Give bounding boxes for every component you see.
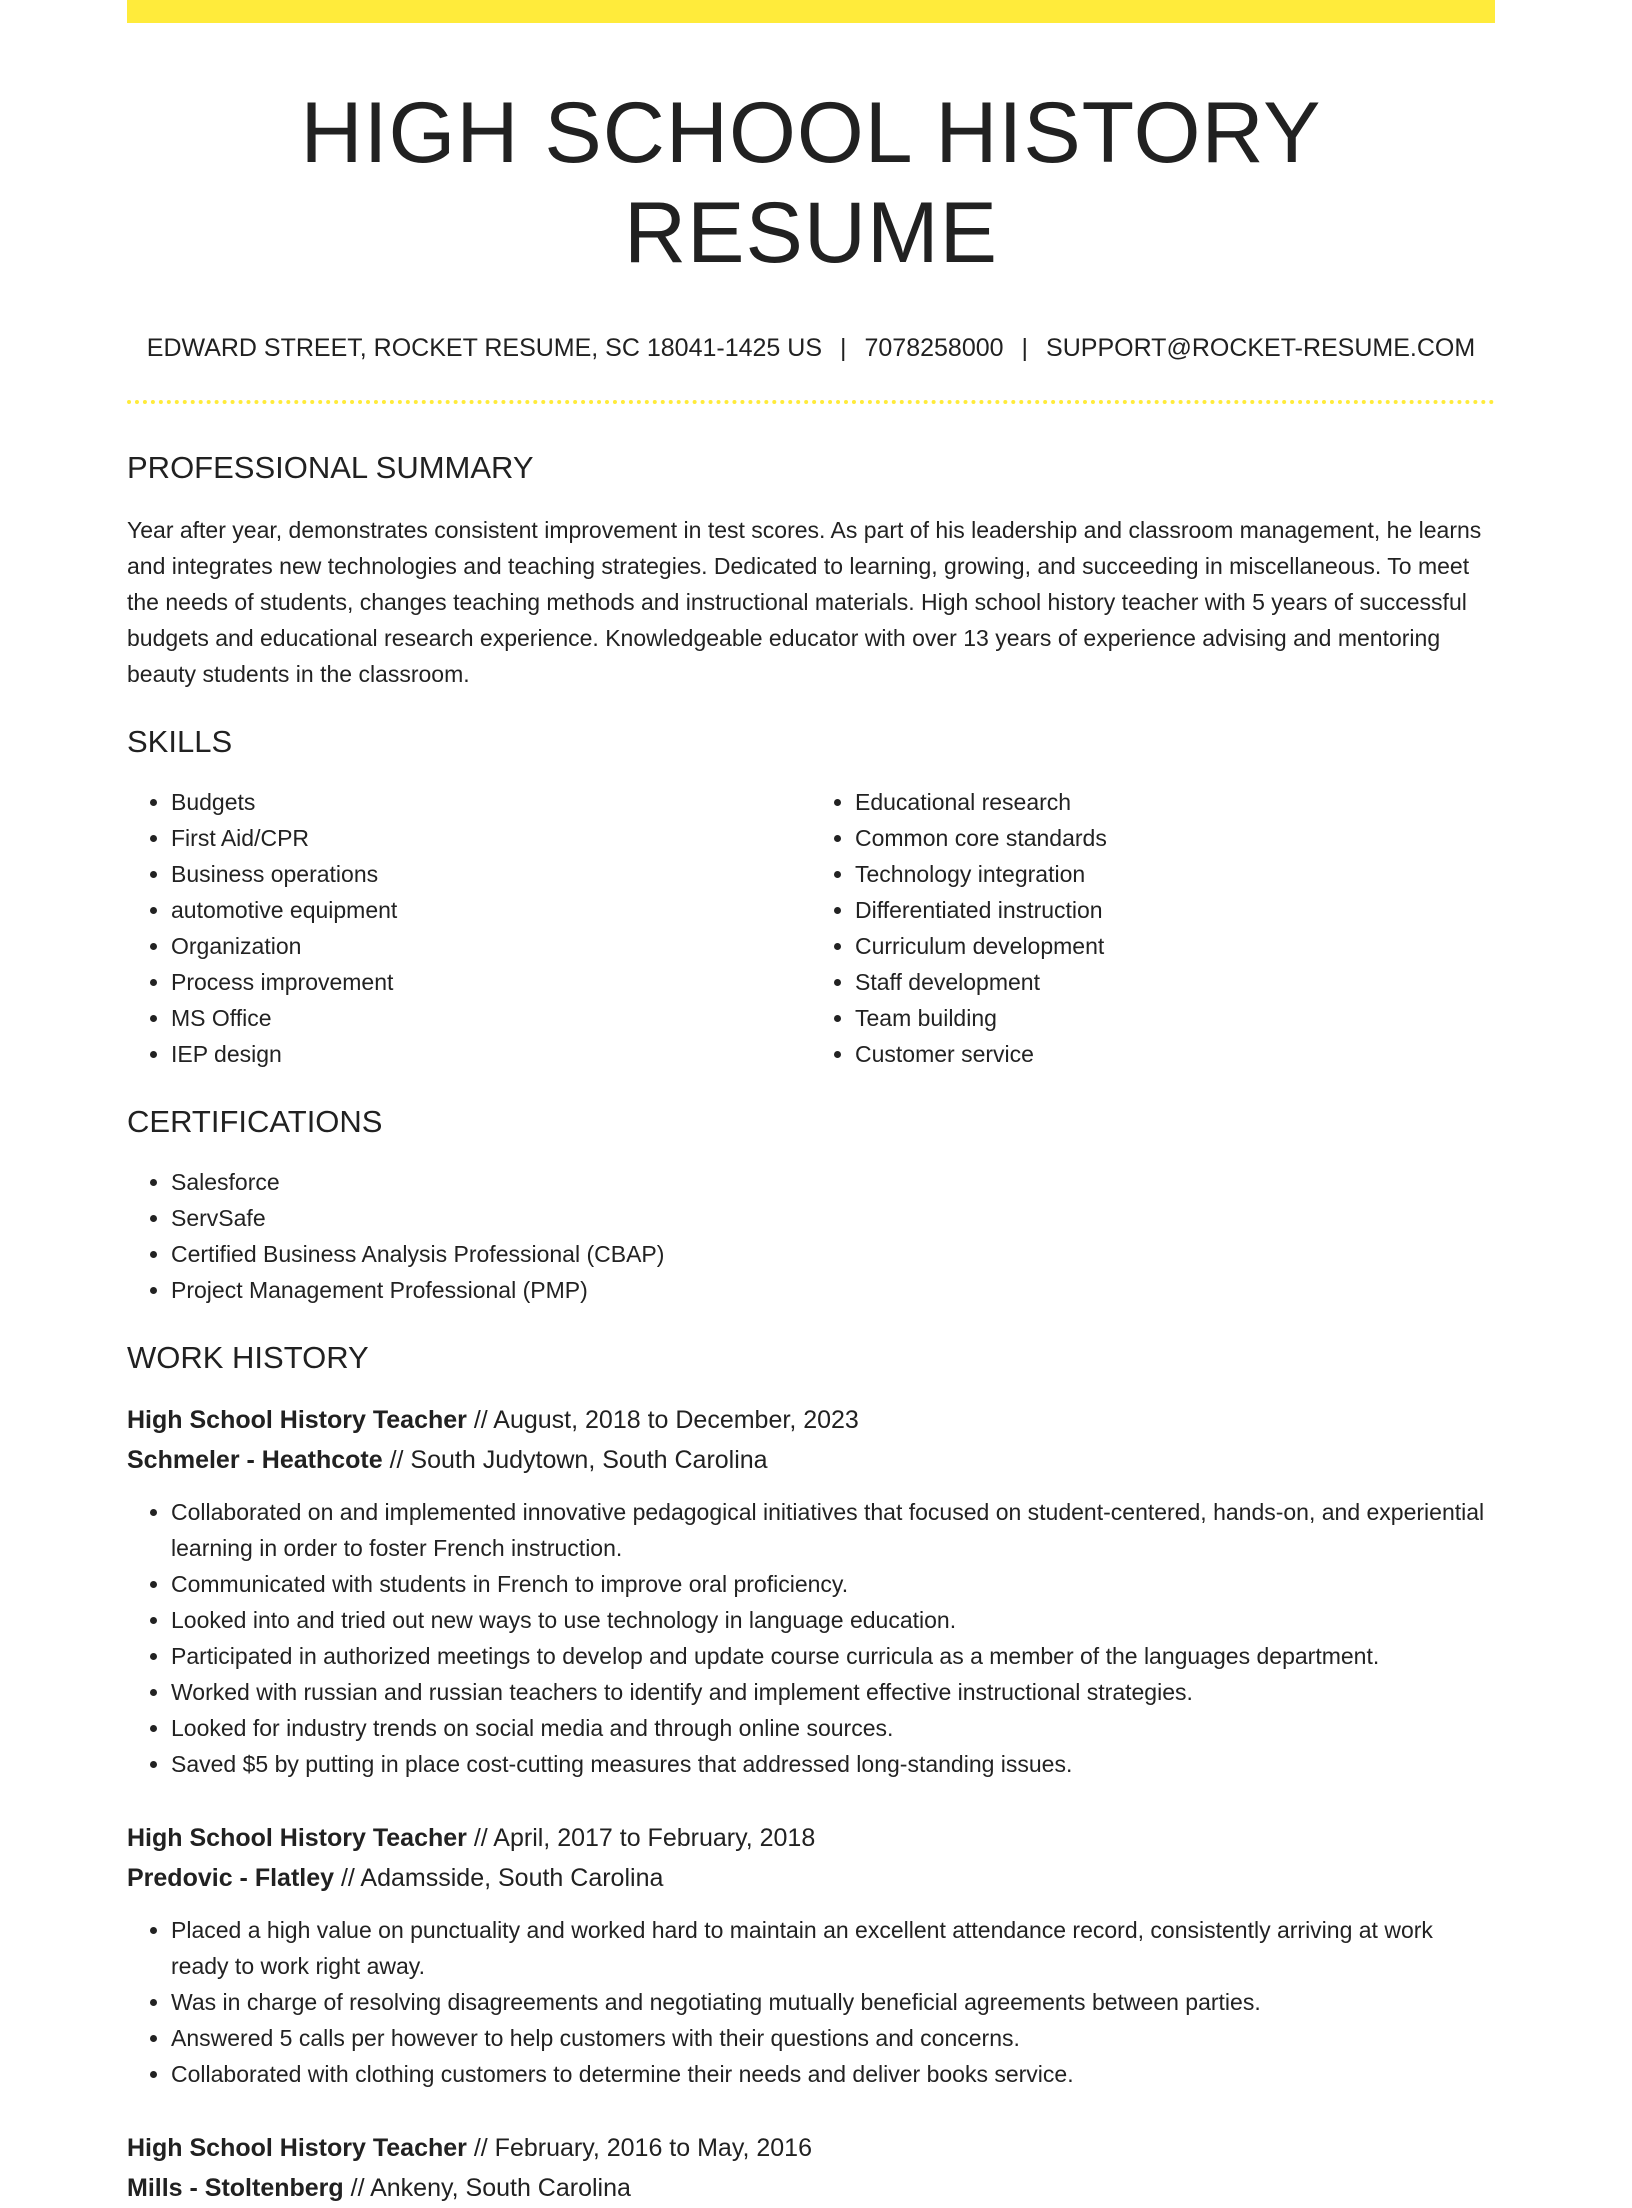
- job-dates: // August, 2018 to December, 2023: [466, 1406, 859, 1434]
- skill-item: • Business operations: [171, 856, 811, 892]
- job-company-line: [127, 1858, 1495, 1898]
- job-bullet: • Saved $5 by putting in place cost-cutting measures that addressed long-standing issues.: [171, 1746, 1495, 1782]
- skill-item: • Organization: [171, 928, 811, 964]
- contact-address: EDWARD STREET, ROCKET RESUME, SC 18041-1425 US: [146, 334, 822, 362]
- summary-heading: PROFESSIONAL SUMMARY: [127, 450, 534, 485]
- job-location: // South Judytown, South Carolina: [382, 1446, 768, 1474]
- job-bullet: • Collaborated with clothing customers to determine their needs and deliver books service.: [171, 2056, 1495, 2092]
- skill-item: • Team building: [855, 1000, 1495, 1036]
- skill-item: • Educational research: [855, 784, 1495, 820]
- skill-item: • Budgets: [171, 784, 811, 820]
- job-company: Predovic - Flatley: [127, 1864, 335, 1892]
- work-history-heading: WORK HISTORY: [127, 1340, 369, 1375]
- job-bullet: • Looked into and tried out new ways to use technology in language education.: [171, 1602, 1495, 1638]
- skill-item: • IEP design: [171, 1036, 811, 1072]
- job-entry: [127, 2128, 1495, 2208]
- skill-item: • MS Office: [171, 1000, 811, 1036]
- skill-item: • First Aid/CPR: [171, 820, 811, 856]
- job-dates: // April, 2017 to February, 2018: [466, 1824, 816, 1852]
- job-bullet: • Placed a high value on punctuality and worked hard to maintain an excellent attendance record, consistently arriving at work ready to work right away.: [171, 1912, 1495, 1984]
- job-title-line: [127, 1818, 1495, 1858]
- skill-item: • Process improvement: [171, 964, 811, 1000]
- certification-item: • Certified Business Analysis Professional (CBAP): [171, 1236, 1495, 1272]
- job-role: High School History Teacher: [127, 2134, 467, 2162]
- certification-item: • ServSafe: [171, 1200, 1495, 1236]
- job-role: High School History Teacher: [127, 1406, 467, 1434]
- skill-item: • Technology integration: [855, 856, 1495, 892]
- job-bullet: • Participated in authorized meetings to develop and update course curricula as a member of the languages department.: [171, 1638, 1495, 1674]
- job-company: Schmeler - Heathcote: [127, 1446, 383, 1474]
- job-bullet: • Collaborated on and implemented innovative pedagogical initiatives that focused on student-centered, hands-on, and experiential learning in order to foster French instruction.: [171, 1494, 1495, 1566]
- job-role: High School History Teacher: [127, 1824, 467, 1852]
- top-accent-bar: [127, 0, 1495, 23]
- job-company-line: [127, 1440, 1495, 1480]
- certification-item: • Project Management Professional (PMP): [171, 1272, 1495, 1308]
- job-bullet: • Answered 5 calls per however to help customers with their questions and concerns.: [171, 2020, 1495, 2056]
- contact-email: SUPPORT@ROCKET-RESUME.COM: [1046, 334, 1476, 362]
- summary-text: Year after year, demonstrates consistent improvement in test scores. As part of his leadership and classroom management, he learns and integrates new technologies and teaching strategies. Dedicated to learning, growing, and succeeding in miscellaneous. To meet the needs of students, changes teaching methods and instructional materials. High school history teacher with 5 years of successful budgets and educational research experience. Knowledgeable educator with over 13 years of experience advising and mentoring beauty students in the classroom.: [127, 517, 1482, 687]
- job-entry: [127, 1818, 1495, 2092]
- skills-columns: [127, 762, 1495, 1072]
- skill-item: • Common core standards: [855, 820, 1495, 856]
- certifications-heading: CERTIFICATIONS: [127, 1104, 383, 1139]
- header-divider: [127, 400, 1495, 404]
- job-bullets: [127, 1912, 1495, 2092]
- certifications-list: [127, 1164, 1495, 1308]
- job-company: Mills - Stoltenberg: [127, 2174, 344, 2202]
- contact-separator: |: [840, 334, 847, 362]
- skills-heading: SKILLS: [127, 724, 233, 759]
- job-location: // Adamsside, South Carolina: [334, 1864, 664, 1892]
- contact-separator: |: [1021, 334, 1029, 362]
- skill-item: • automotive equipment: [171, 892, 811, 928]
- skill-item: • Customer service: [855, 1036, 1495, 1072]
- certification-item: • Salesforce: [171, 1164, 1495, 1200]
- job-entry: [127, 1400, 1495, 1782]
- skill-item: • Differentiated instruction: [855, 892, 1495, 928]
- job-dates: // February, 2016 to May, 2016: [466, 2134, 812, 2162]
- resume-title: HIGH SCHOOL HISTORY RESUME: [300, 85, 1322, 281]
- job-bullet: • Looked for industry trends on social media and through online sources.: [171, 1710, 1495, 1746]
- skills-list-left: [127, 784, 811, 1072]
- skill-item: • Staff development: [855, 964, 1495, 1000]
- skills-list-right: [811, 784, 1495, 1072]
- contact-line: [127, 331, 1495, 365]
- job-bullet: • Was in charge of resolving disagreements and negotiating mutually beneficial agreements between parties.: [171, 1984, 1495, 2020]
- job-bullet: • Communicated with students in French to improve oral proficiency.: [171, 1566, 1495, 1602]
- job-title-line: [127, 1400, 1495, 1440]
- job-company-line: [127, 2168, 1495, 2208]
- job-bullet: • Worked with russian and russian teachers to identify and implement effective instructional strategies.: [171, 1674, 1495, 1710]
- job-bullets: [127, 1494, 1495, 1782]
- job-title-line: [127, 2128, 1495, 2168]
- resume-content: [127, 23, 1495, 2208]
- contact-phone: 7078258000: [864, 334, 1004, 362]
- job-location: // Ankeny, South Carolina: [343, 2174, 631, 2202]
- skill-item: • Curriculum development: [855, 928, 1495, 964]
